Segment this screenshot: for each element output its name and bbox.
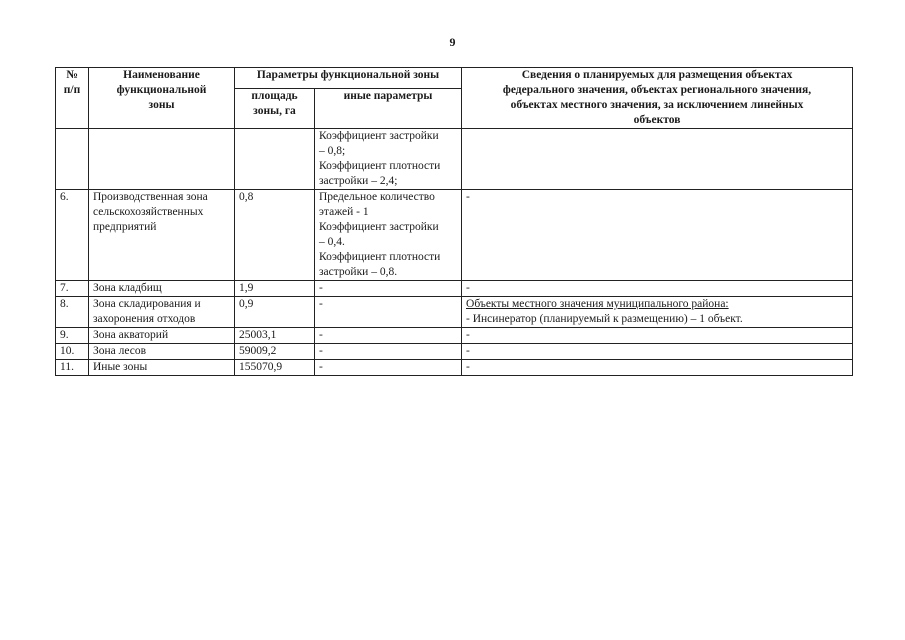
zone-area-cell [235, 328, 315, 344]
header-number-line: п/п [63, 84, 81, 96]
functional-zones-table [55, 67, 853, 376]
zone-info-cell [462, 344, 853, 360]
zone-area: 25003,1 [239, 329, 277, 341]
zone-area-cell [235, 344, 315, 360]
zone-name-cell [89, 360, 235, 376]
row-number-cell [56, 190, 89, 281]
zone-param-line: - [319, 361, 323, 373]
zone-name-cell [89, 344, 235, 360]
header-other-params: иные параметры [315, 88, 462, 128]
row-number-cell [56, 129, 89, 190]
header-name-line: Наименование [123, 69, 200, 81]
zone-name-cell [89, 129, 235, 190]
zone-name-line: захоронения отходов [93, 313, 196, 325]
zone-param-line: Коэффициент застройки [319, 221, 439, 233]
zone-param-line: застройки – 0,8. [319, 266, 398, 278]
zone-param-line: Коэффициент плотности [319, 160, 441, 172]
header-name [89, 68, 235, 129]
zone-name-cell [89, 297, 235, 328]
row-number-cell [56, 281, 89, 297]
header-area-line: площадь [251, 89, 298, 102]
zone-info-cell [462, 360, 853, 376]
header-info-line: объектах местного значения, за исключением линейных [510, 99, 804, 111]
zone-area: 1,9 [239, 282, 254, 294]
row-number: 11. [60, 361, 74, 373]
row-number: 7. [60, 282, 69, 294]
zone-name-line: Зона складирования и [93, 298, 201, 310]
page-number: 9 [449, 35, 456, 49]
zone-area-cell [235, 281, 315, 297]
zone-area: 155070,9 [239, 361, 283, 373]
zone-param-line: – 0,4. [319, 236, 345, 248]
row-number-cell [56, 344, 89, 360]
zone-param-line: - [319, 345, 323, 357]
zone-params-cell [315, 129, 462, 190]
zone-param-line: - [319, 298, 323, 310]
header-area-line: зоны, га [253, 104, 296, 117]
zone-area: 59009,2 [239, 345, 277, 357]
zone-name-cell [89, 190, 235, 281]
row-number: 6. [60, 191, 69, 203]
zone-params-cell [315, 360, 462, 376]
header-row-top [56, 68, 853, 89]
row-number: 8. [60, 298, 69, 310]
zone-param-line: Предельное количество [319, 191, 435, 203]
table-row [56, 281, 853, 297]
zone-param-line: Коэффициент плотности [319, 251, 441, 263]
zone-name-line: Производственная зона [93, 191, 208, 203]
zone-param-line: - [319, 329, 323, 341]
zone-params-cell [315, 297, 462, 328]
zone-name-cell [89, 281, 235, 297]
zone-area: 0,9 [239, 298, 254, 310]
header-number [56, 68, 89, 129]
zone-info-cell [462, 190, 853, 281]
zone-area: 0,8 [239, 191, 254, 203]
zone-info-cell [462, 281, 853, 297]
zone-area-cell [235, 360, 315, 376]
zone-param-line: – 0,8; [319, 145, 346, 157]
table-body [56, 129, 853, 376]
row-number: 10. [60, 345, 75, 357]
zone-info-cell [462, 328, 853, 344]
zone-params-cell [315, 328, 462, 344]
header-info-line: федерального значения, объектах регионального значения, [502, 84, 812, 96]
row-number-cell [56, 328, 89, 344]
zone-params-cell [315, 344, 462, 360]
row-number-cell [56, 360, 89, 376]
zone-param-line: - [319, 282, 323, 294]
header-info-line: Сведения о планируемых для размещения объектах [521, 69, 793, 81]
header-number-line: № [66, 69, 78, 81]
zone-params-cell [315, 190, 462, 281]
zone-area-cell [235, 297, 315, 328]
header-params-group: Параметры функциональной зоны [235, 68, 462, 89]
zone-info-line: - [466, 345, 470, 357]
zone-area-cell [235, 190, 315, 281]
zone-name-line: предприятий [93, 221, 157, 233]
header-info-line: объектов [633, 114, 681, 126]
zone-params-cell [315, 281, 462, 297]
row-number-cell [56, 297, 89, 328]
zone-param-line: Коэффициент застройки [319, 130, 439, 142]
zone-info-line: - Инсинератор (планируемый к размещению) – 1 объект. [466, 313, 743, 325]
header-name-line: зоны [148, 99, 175, 111]
zone-info-cell [462, 129, 853, 190]
zone-name-line: Иные зоны [93, 361, 148, 373]
zone-info-line: - [466, 282, 470, 294]
zone-name-cell [89, 328, 235, 344]
zone-param-line: этажей - 1 [319, 206, 369, 218]
zone-name-line: Зона лесов [93, 345, 147, 357]
zone-info-line: - [466, 329, 470, 341]
table-row [56, 360, 853, 376]
header-area [235, 88, 315, 128]
table-row [56, 328, 853, 344]
zone-info-line: - [466, 361, 470, 373]
table-row [56, 297, 853, 328]
zone-name-line: Зона кладбищ [93, 282, 162, 294]
zone-info-heading: Объекты местного значения муниципального района: [466, 298, 729, 310]
table-row [56, 190, 853, 281]
zone-name-line: сельскохозяйственных [93, 206, 204, 218]
zone-info-line: - [466, 191, 470, 203]
header-info [462, 68, 853, 129]
table-row [56, 129, 853, 190]
header-name-line: функциональной [116, 84, 207, 96]
zone-info-cell [462, 297, 853, 328]
row-number: 9. [60, 329, 69, 341]
zone-area-cell [235, 129, 315, 190]
zone-param-line: застройки – 2,4; [319, 175, 398, 187]
table-row [56, 344, 853, 360]
zone-name-line: Зона акваторий [93, 329, 169, 341]
